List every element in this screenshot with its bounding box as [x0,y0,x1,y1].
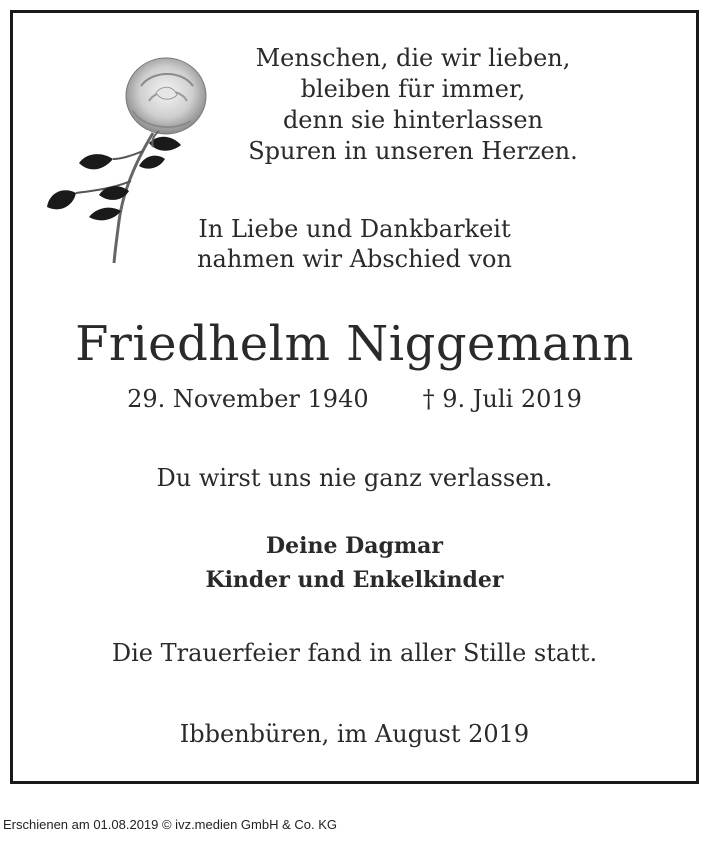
place-date: Ibbenbüren, im August 2019 [179,720,530,748]
signer: Deine Dagmar [266,533,443,559]
birth-date: 29. November 1940 [127,385,369,413]
life-dates [13,384,696,414]
poem-line: denn sie hinterlassen [282,106,544,134]
death-date: † 9. Juli 2019 [422,385,582,413]
publication-footer: Erschienen am 01.08.2019 © ivz.medien GmbH & Co. KG [3,817,338,832]
intro-text [13,214,696,274]
ceremony-note: Die Trauerfeier fand in aller Stille statt. [111,639,598,667]
signer: Kinder und Enkelkinder [205,567,504,593]
deceased-name: Friedhelm Niggemann [75,316,634,372]
poem-line: Spuren in unseren Herzen. [248,137,578,165]
poem [213,43,613,167]
farewell-line: Du wirst uns nie ganz verlassen. [156,464,553,492]
poem-line: Menschen, die wir lieben, [255,44,571,72]
obituary-notice [10,10,699,784]
intro-line: nahmen wir Abschied von [197,245,512,273]
signers [13,529,696,597]
intro-line: In Liebe und Dankbarkeit [198,215,511,243]
poem-line: bleiben für immer, [300,75,526,103]
